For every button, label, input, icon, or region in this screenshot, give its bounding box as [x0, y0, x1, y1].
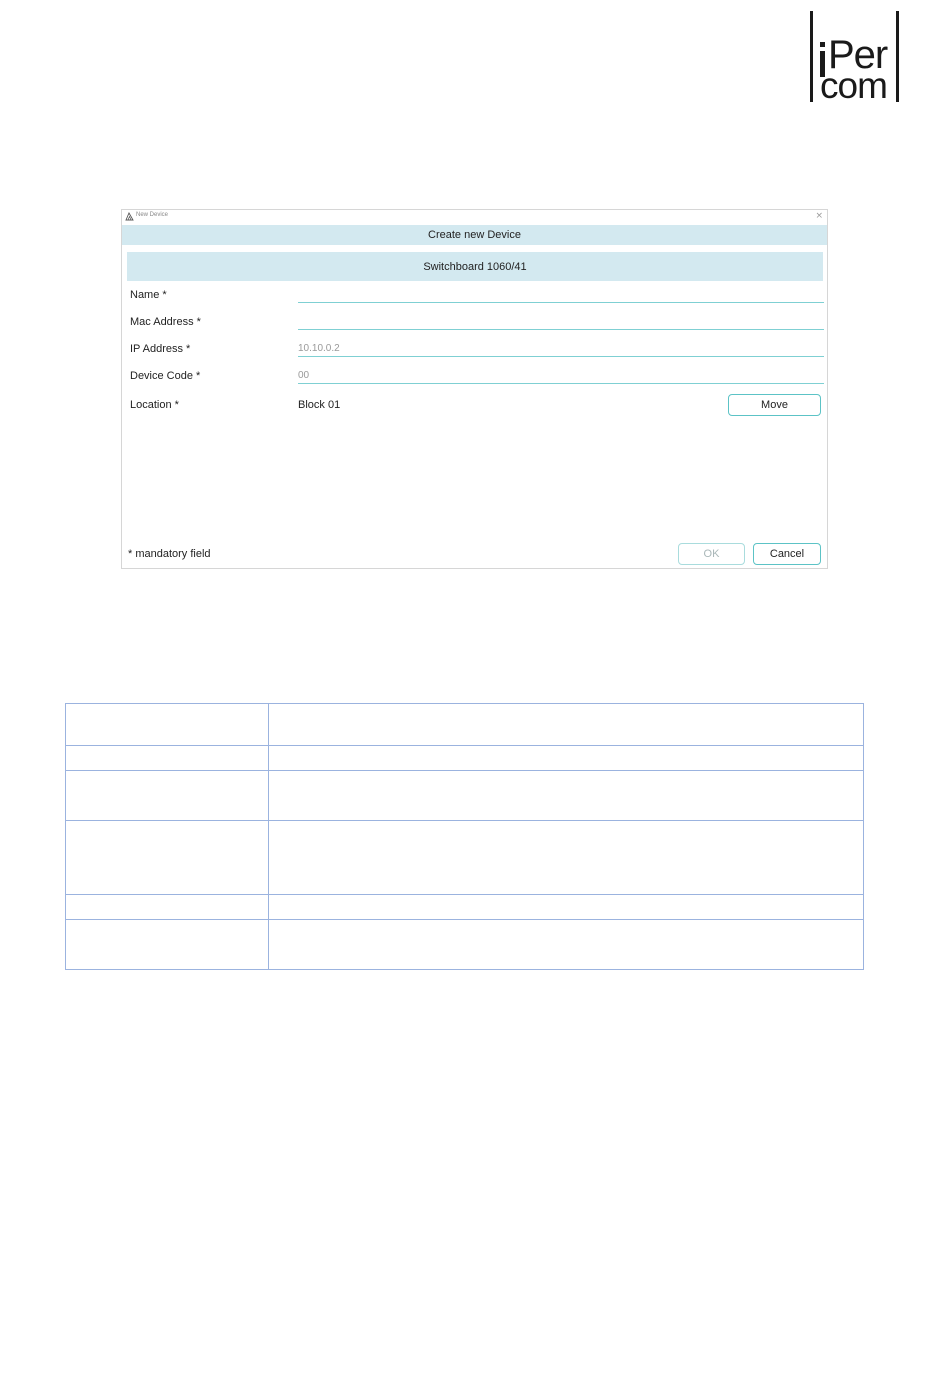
cancel-button[interactable]: Cancel — [753, 543, 821, 565]
table-cell — [66, 704, 269, 746]
ipercom-logo — [810, 11, 900, 106]
window-title: New Device — [136, 212, 169, 218]
spec-table — [65, 703, 864, 970]
move-button[interactable]: Move — [728, 394, 821, 416]
name-label: Name * — [130, 289, 167, 301]
new-device-dialog — [121, 209, 828, 569]
logo-right-bar — [896, 11, 899, 102]
table-row — [66, 895, 864, 920]
ip-address-label: IP Address * — [130, 343, 191, 355]
mandatory-field-note: * mandatory field — [128, 548, 211, 560]
table-cell — [269, 746, 864, 771]
ip-address-field[interactable] — [298, 340, 824, 357]
app-icon — [125, 212, 134, 221]
table-cell — [66, 746, 269, 771]
ok-button[interactable]: OK — [678, 543, 745, 565]
device-type-bar: Switchboard 1060/41 — [127, 252, 823, 281]
table-row — [66, 821, 864, 895]
table-cell — [269, 895, 864, 920]
logo-word-per: Per — [828, 33, 888, 77]
table-cell — [66, 920, 269, 970]
dialog-header: Create new Device — [122, 225, 827, 245]
name-field[interactable] — [298, 286, 824, 303]
table-row — [66, 704, 864, 746]
location-label: Location * — [130, 399, 179, 411]
device-code-field[interactable] — [298, 367, 824, 384]
mac-address-label: Mac Address * — [130, 316, 201, 328]
logo-word-com: com — [820, 65, 887, 106]
mac-address-field[interactable] — [298, 313, 824, 330]
table-cell — [66, 895, 269, 920]
logo-left-bar — [810, 11, 813, 102]
table-row — [66, 746, 864, 771]
device-code-label: Device Code * — [130, 370, 201, 382]
table-row — [66, 771, 864, 821]
location-value: Block 01 — [298, 399, 341, 411]
table-cell — [269, 704, 864, 746]
table-row — [66, 920, 864, 970]
table-cell — [269, 771, 864, 821]
table-cell — [269, 920, 864, 970]
window-titlebar — [122, 210, 827, 225]
table-cell — [66, 771, 269, 821]
table-cell — [269, 821, 864, 895]
close-icon[interactable]: × — [815, 211, 823, 221]
table-cell — [66, 821, 269, 895]
